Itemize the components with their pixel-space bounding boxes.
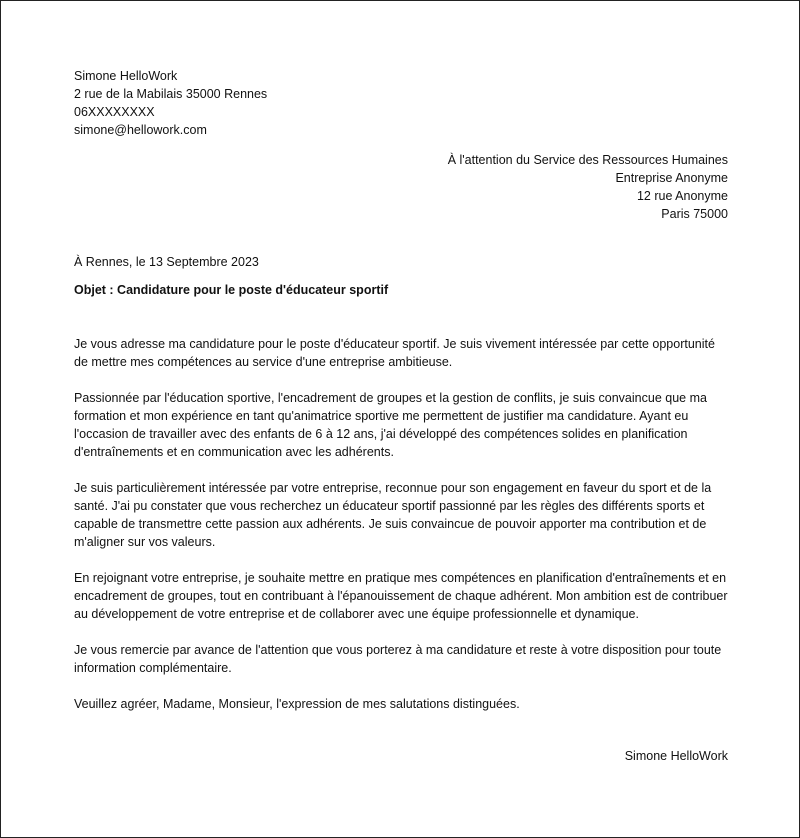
recipient-attention: À l'attention du Service des Ressources Humaines [447, 153, 728, 167]
paragraph: Je suis particulièrement intéressée par votre entreprise, reconnue pour son engagement en faveur du sport et de la santé. J'ai pu constater que vous recherchez un éducateur sportif passionné par les règles des différents sports et capable de transmettre cette passion aux adhérents. Je suis convaincue de pouvoir apporter ma contribution et de m'aligner sur vos valeurs. [74, 481, 712, 549]
closing-paragraph: Veuillez agréer, Madame, Monsieur, l'expression de mes salutations distinguées. [74, 697, 520, 711]
paragraph: Je vous remercie par avance de l'attention que vous porterez à ma candidature et reste à votre disposition pour toute information complémentaire. [74, 643, 722, 675]
recipient-company: Entreprise Anonyme [615, 171, 728, 185]
paragraph: Je vous adresse ma candidature pour le poste d'éducateur sportif. Je suis vivement intéressée par cette opportunité de mettre mes compétences au service d'une entreprise ambitieuse. [74, 337, 715, 369]
paragraph: En rejoignant votre entreprise, je souhaite mettre en pratique mes compétences en planification d'entraînements et en encadrement de groupes, tout en contribuant à l'épanouissement de chaque adhérent. Mon ambition est de contribuer au développement de votre entreprise et de collaborer avec une équipe professionnelle et dynamique. [74, 571, 728, 621]
sender-email: simone@hellowork.com [74, 123, 207, 137]
sender-address: 2 rue de la Mabilais 35000 Rennes [74, 87, 268, 101]
signature: Simone HelloWork [624, 749, 728, 763]
recipient-city: Paris 75000 [661, 207, 728, 221]
letter-content [74, 67, 728, 765]
recipient-block [74, 151, 728, 223]
sender-name: Simone HelloWork [74, 69, 178, 83]
paragraph: Passionnée par l'éducation sportive, l'encadrement de groupes et la gestion de conflits, je suis convaincue que ma formation et mon expérience en tant qu'animatrice sportive me permettent de justifier ma candidature. Ayant eu l'occasion de travailler avec des enfants de 6 à 12 ans, j'ai développé des compétences solides en planification d'entraînements et en communication avec les adhérents. [74, 391, 707, 459]
subject-line: Objet : Candidature pour le poste d'éducateur sportif [74, 283, 389, 297]
recipient-street: 12 rue Anonyme [636, 189, 728, 203]
sender-block [74, 67, 728, 139]
sender-phone: 06XXXXXXXX [74, 105, 155, 119]
letter-body [74, 335, 728, 713]
date-line: À Rennes, le 13 Septembre 2023 [74, 255, 259, 269]
